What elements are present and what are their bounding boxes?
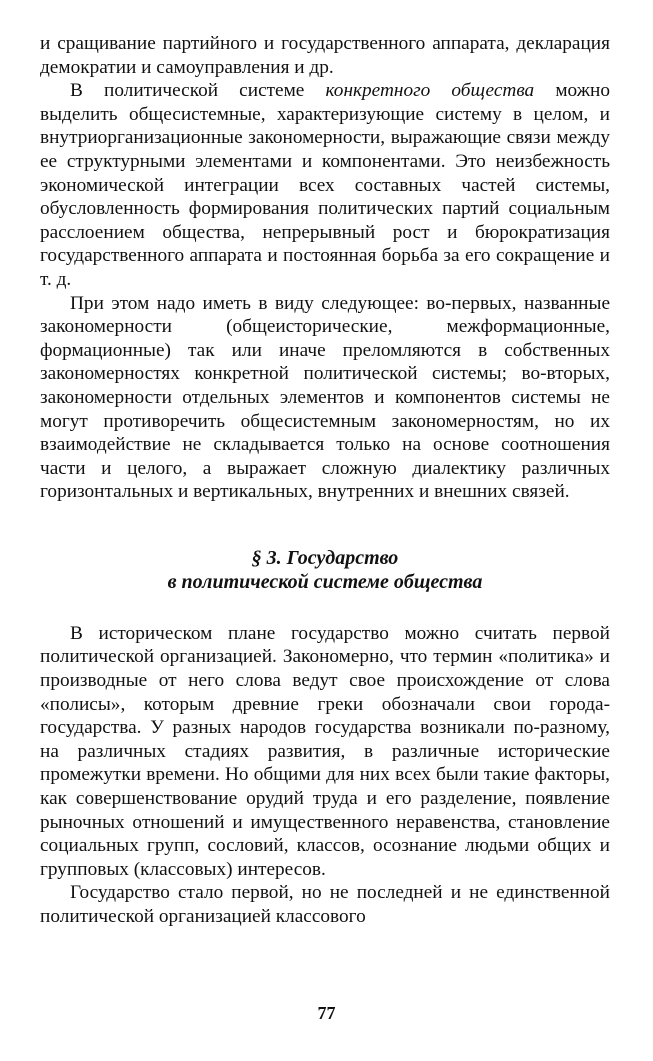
paragraph-regularities: При этом надо иметь в виду следующее: во-первых, названные закономерности (общеисторические, межформационные, формационные) так или иначе преломляются в собственных закономерностях конкретной политической системы; во-вторых, закономерности отдельных элементов и компонентов системы не могут противоречить общесистемным закономерностям, но их взаимодействие не складывается только на основе соотношения части и целого, а выражает сложную диалектику различных горизонтальных и вертикальных, внутренних и внешних связей. [40, 292, 610, 503]
paragraph-continued: и сращивание партийного и государственного аппарата, декларация демократии и самоуправления и др. [40, 33, 610, 78]
section-heading-line-2: в политической системе общества [167, 570, 483, 593]
emphasized-term: конкретного общества [325, 80, 535, 102]
paragraph-text-after: можно выделить общесистемные, характеризующие систему в целом, и внутриорганизационные закономерности, выражающие связи между ее структурными элементами и компонентами. Это неизбежность экономической интеграции всех составных частей системы, обусловленность формирования политических партий социальным расслоением общества, непрерывный рост и бюрократизация государственного аппарата и постоянная борьба за его сокращение и т. д. [40, 80, 610, 290]
section-heading-line-1: § 3. Государство [251, 546, 399, 569]
paragraph-state-history: В историческом плане государство можно считать первой политической организацией. Закономерно, что термин «политика» и производные от него слова ведут свое происхождение от слова «полисы», которым древние греки обозначали свои города-государства. У разных народов государства возникали по-разному, на различных стадиях развития, в различные исторические промежутки времени. Но общими для них всех были такие факторы, как совершенствование орудий труда и его разделение, появление рыночных отношений и имущественного неравенства, становление социальных групп, сословий, классов, осознание людьми общих и групповых (классовых) интересов. [40, 622, 610, 880]
paragraph-text-before: В политической системе [70, 80, 326, 102]
paragraph-state-organization: Государство стало первой, но не последней и не единственной политической организацией классового [40, 882, 610, 927]
page-body [40, 32, 610, 929]
paragraph-political-system [40, 79, 610, 291]
page-number: 77 [317, 1003, 336, 1023]
section-heading [40, 546, 610, 594]
